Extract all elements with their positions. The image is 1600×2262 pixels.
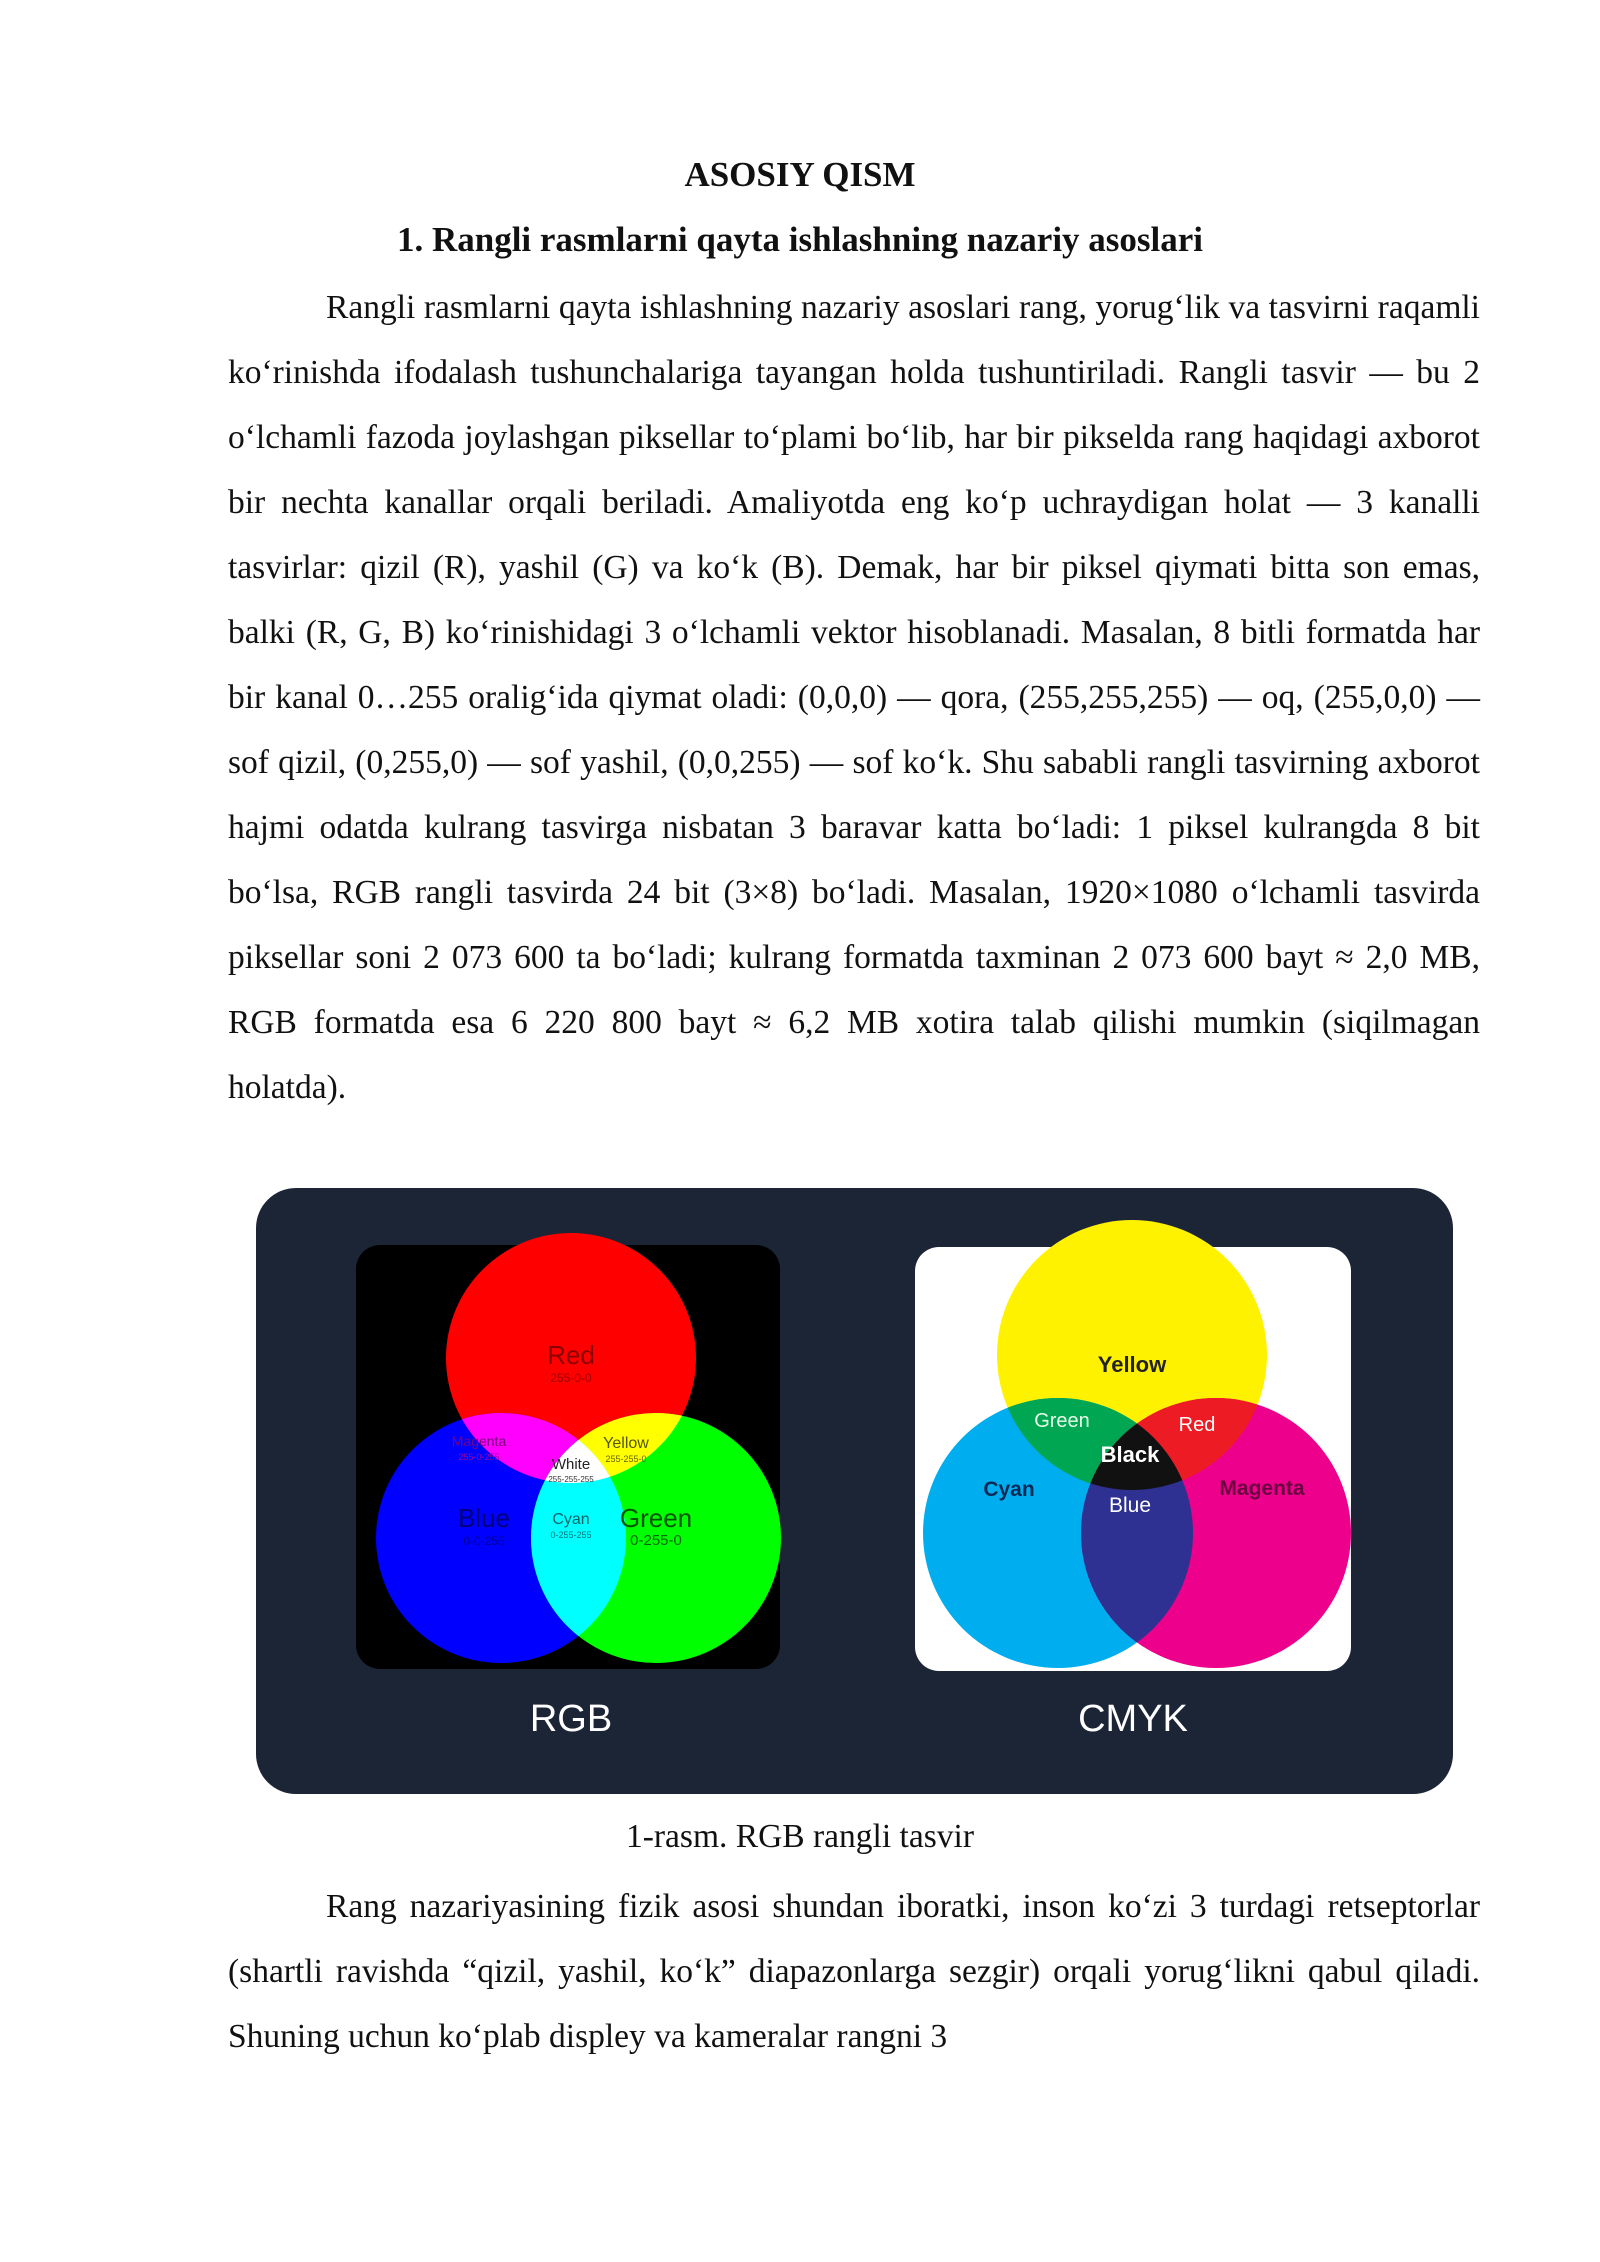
rgb-red-value: 255-0-0: [550, 1371, 592, 1385]
cmyk-yellow-label: Yellow: [1097, 1352, 1167, 1377]
rgb-blue-label: Blue: [457, 1503, 511, 1533]
rgb-green-value: 0-255-0: [630, 1532, 682, 1549]
cmyk-blue-label: Blue: [1108, 1494, 1152, 1517]
page-heading: ASOSIY QISM: [684, 155, 916, 194]
cmyk-model-title: CMYK: [1078, 1698, 1188, 1740]
figure-caption: 1-rasm. RGB rangli tasvir: [626, 1818, 974, 1855]
section-title: 1. Rangli rasmlarni qayta ishlashning nazariy asoslari: [396, 220, 1204, 259]
cmyk-black-label: Black: [1100, 1442, 1160, 1467]
body-paragraph-2: Rang nazariyasining fizik asosi shundan iboratki, inson ko‘zi 3 turdagi retseptorlar (shartli ravishda “qizil, yashil, ko‘k” diapazonlarga sezgir) orqali yorug‘likni qabul qiladi. Shuning uchun ko‘plab displey va kameralar rangni 3: [228, 1888, 1480, 2055]
rgb-yellow-label: Yellow: [603, 1435, 649, 1452]
rgb-magenta-value: 255-0-255: [458, 1452, 500, 1462]
cmyk-cyan-label: Cyan: [983, 1478, 1035, 1501]
rgb-cyan-value: 0-255-255: [550, 1530, 592, 1540]
cmyk-green-label: Green: [1034, 1410, 1090, 1432]
rgb-cmyk-figure: [256, 1188, 1453, 1794]
rgb-blue-value: 0-0-255: [463, 1534, 505, 1548]
rgb-white-label: White: [551, 1456, 591, 1473]
cmyk-red-label: Red: [1178, 1414, 1216, 1436]
rgb-model-title: RGB: [529, 1698, 613, 1740]
rgb-yellow-value: 255-255-0: [605, 1454, 647, 1464]
rgb-white-value: 255-255-255: [548, 1475, 594, 1484]
color-models-illustration: [256, 1188, 1453, 1794]
rgb-cyan-label: Cyan: [552, 1511, 590, 1528]
rgb-green-label: Green: [619, 1503, 693, 1533]
cmyk-magenta-label: Magenta: [1219, 1477, 1305, 1500]
rgb-magenta-label: Magenta: [451, 1433, 507, 1449]
body-paragraph-1: Rangli rasmlarni qayta ishlashning nazariy asoslari rang, yorug‘lik va tasvirni raqamli ko‘rinishda ifodalash tushunchalariga tayangan holda tushuntiriladi. Rangli tasvir — bu 2 o‘lchamli fazoda joylashgan piksellar to‘plami bo‘lib, har bir pikselda rang haqidagi axborot bir nechta kanallar orqali beriladi. Amaliyotda eng ko‘p uchraydigan holat — 3 kanalli tasvirlar: qizil (R), yashil (G) va ko‘k (B). Demak, har bir piksel qiymati bitta son emas, balki (R, G, B) ko‘rinishidagi 3 o‘lchamli vektor hisoblanadi. Masalan, 8 bitli formatda har bir kanal 0…255 oralig‘ida qiymat oladi: (0,0,0) — qora, (255,255,255) — oq, (255,0,0) — sof qizil, (0,255,0) — sof yashil, (0,0,255) — sof ko‘k. Shu sababli rangli tasvirning axborot hajmi odatda kulrang tasvirga nisbatan 3 baravar katta bo‘ladi: 1 piksel kulrangda 8 bit bo‘lsa, RGB rangli tasvirda 24 bit (3×8) bo‘ladi. Masalan, 1920×1080 o‘lchamli tasvirda piksellar soni 2 073 600 ta bo‘ladi; kulrang formatda taxminan 2 073 600 bayt ≈ 2,0 MB, RGB formatda esa 6 220 800 bayt ≈ 6,2 MB xotira talab qilishi mumkin (siqilmagan holatda).: [228, 289, 1480, 1106]
rgb-red-label: Red: [547, 1340, 595, 1370]
